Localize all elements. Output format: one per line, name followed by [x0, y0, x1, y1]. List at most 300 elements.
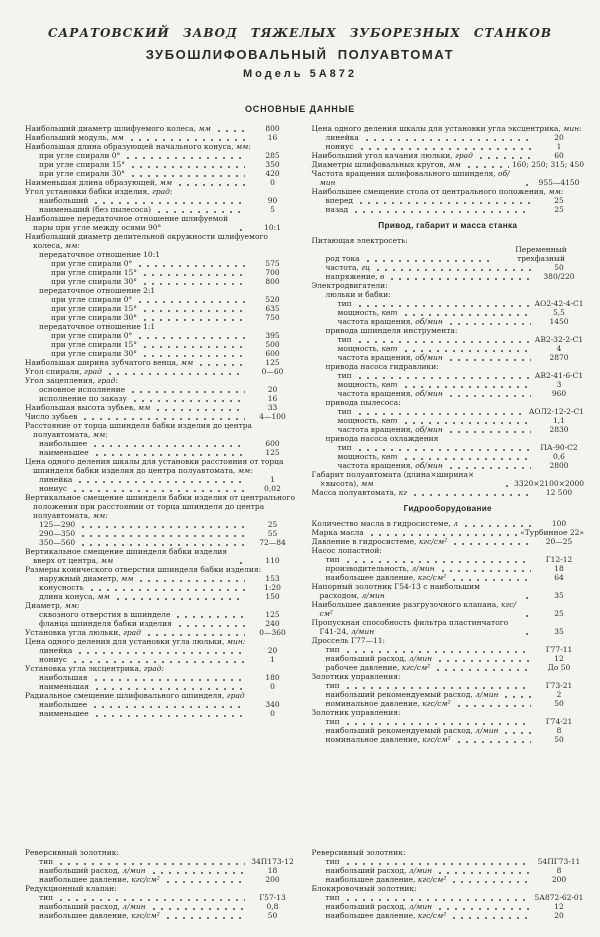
spec-label: наибольший расход, л/мин	[325, 654, 433, 663]
dot-leader	[164, 917, 245, 919]
spec-unit: мм:	[235, 466, 253, 475]
spec-label: Габарит полуавтомата (длина×ширина× ×высота), мм	[311, 470, 475, 488]
dot-leader	[154, 409, 244, 411]
spec-value: 1450	[549, 317, 569, 326]
spec-row	[312, 564, 585, 573]
spec-row	[25, 646, 298, 655]
spec-label: наибольший расход, л/мин	[39, 902, 146, 911]
spec-row	[25, 304, 298, 313]
dot-leader	[465, 166, 509, 168]
spec-value: 420	[265, 169, 280, 178]
spec-label: вперед	[325, 196, 354, 205]
spec-value: 12	[554, 654, 564, 663]
spec-row	[312, 726, 585, 735]
spec-value: 340	[265, 700, 280, 709]
spec-row	[25, 565, 298, 574]
spec-row	[312, 142, 585, 151]
spec-row	[25, 893, 298, 902]
spec-row	[25, 277, 298, 286]
spec-row	[25, 610, 298, 619]
section-heading: Привод, габарит и масса станка	[378, 221, 518, 230]
spec-value: 72—84	[259, 538, 286, 547]
spec-row	[25, 538, 298, 547]
spec-value: ПА-90-С2	[540, 443, 578, 452]
spec-row	[312, 236, 585, 245]
spec-label: люльки и бабки:	[325, 290, 391, 299]
spec-value: 50	[554, 263, 564, 272]
spec-value: 0—60	[261, 367, 284, 376]
spec-value: 64	[554, 573, 564, 582]
spec-label: привода насоса охлаждения	[325, 434, 439, 443]
spec-value: 20	[554, 133, 564, 142]
spec-row	[312, 573, 585, 582]
spec-label: тип	[325, 893, 340, 902]
spec-value: 16	[267, 133, 278, 142]
dot-leader	[436, 660, 531, 662]
dot-leader	[344, 687, 531, 689]
spec-value: 0	[270, 709, 275, 718]
spec-label: Питающая электросеть:	[311, 236, 408, 245]
spec-value: 35	[554, 591, 564, 600]
spec-row	[25, 142, 298, 151]
spec-value: Г73-21	[545, 681, 573, 690]
spec-value: 2870	[549, 353, 569, 362]
dot-leader	[447, 431, 531, 433]
spec-value: 125	[265, 610, 280, 619]
dot-leader	[344, 863, 531, 865]
spec-label: при угле спирали 0°	[51, 295, 133, 304]
spec-value: 150	[265, 592, 280, 601]
spec-value: 1	[556, 142, 562, 151]
spec-row	[25, 574, 298, 583]
spec-row	[312, 434, 585, 443]
spec-row	[25, 412, 298, 421]
spec-row	[312, 461, 585, 470]
spec-row	[25, 529, 298, 538]
spec-unit: мм	[196, 124, 211, 133]
spec-label: наименьшая	[39, 682, 89, 691]
dot-leader	[356, 449, 531, 451]
spec-row	[312, 519, 585, 528]
dot-leader	[136, 301, 244, 303]
spec-row	[312, 389, 585, 398]
spec-label: производительность, л/мин	[325, 564, 435, 573]
dot-leader	[364, 260, 495, 262]
spec-row	[25, 448, 298, 457]
spec-label: Наибольшее смещение стола от центрального положения, мм:	[311, 187, 564, 196]
dot-leader	[503, 485, 511, 487]
spec-row	[312, 290, 585, 299]
spec-value: 18	[267, 866, 278, 875]
spec-block	[25, 848, 298, 920]
spec-columns	[0, 114, 600, 924]
spec-row	[25, 628, 298, 637]
spec-label: Диаметры шлифовальных кругов, мм	[311, 160, 461, 169]
spec-row	[25, 857, 298, 866]
spec-row	[312, 884, 585, 893]
dot-leader	[129, 175, 244, 177]
dot-leader	[356, 377, 531, 379]
spec-label: Наибольшая высота зубьев, мм	[25, 403, 151, 412]
spec-value: Г74-21	[545, 717, 573, 726]
spec-label: тип	[325, 645, 340, 654]
spec-value: 350	[265, 160, 280, 169]
dot-leader	[523, 633, 531, 635]
spec-label: наибольший расход, л/мин	[325, 866, 433, 875]
dot-leader	[363, 139, 531, 141]
dot-leader	[136, 337, 244, 339]
spec-label: мощность, квт	[337, 308, 398, 317]
spec-row	[312, 911, 585, 920]
spec-value: 50	[267, 911, 278, 920]
dot-leader	[402, 350, 532, 352]
spec-label: Наибольший диаметр делительной окружности шлифуемого колеса, мм:	[25, 232, 268, 250]
spec-label: привода шпинделя инструмента:	[325, 326, 458, 335]
dot-leader	[124, 157, 244, 159]
spec-row	[25, 187, 298, 196]
spec-value: 1,1	[553, 416, 565, 425]
spec-label: наибольший расход, л/мин	[39, 866, 146, 875]
spec-value: 25	[554, 609, 564, 618]
spec-row	[312, 407, 585, 416]
spec-unit: л/мин	[406, 866, 433, 875]
dot-leader	[145, 634, 245, 636]
spec-label: нониус	[39, 484, 68, 493]
page-title: ЗУБОШЛИФОВАЛЬНЫЙ ПОЛУАВТОМАТ	[145, 47, 455, 62]
spec-value: АВ2-32-2-С1	[534, 335, 584, 344]
spec-row	[25, 385, 298, 394]
spec-label: наибольшая	[39, 673, 88, 682]
dot-leader	[502, 696, 531, 698]
spec-value: АВ2-41-6-С1	[534, 371, 584, 380]
spec-label: частота вращения, об/мин	[337, 353, 443, 362]
spec-value: АО2-42-4-С1	[534, 299, 584, 308]
dot-leader	[402, 422, 532, 424]
spec-value: 20	[554, 911, 564, 920]
spec-label: наибольшее давление, кгс/см²	[325, 573, 447, 582]
spec-row	[312, 263, 585, 272]
dot-leader	[523, 184, 531, 186]
spec-unit: мм	[108, 133, 124, 142]
spec-row	[312, 735, 585, 744]
spec-label: Блокировочный золотник:	[311, 884, 417, 893]
spec-unit: л/мин	[406, 902, 433, 911]
spec-label: фланца шпинделя бабки изделия	[39, 619, 172, 628]
dot-leader	[455, 741, 531, 743]
spec-label: Наибольший модуль, мм	[25, 133, 124, 142]
spec-label: 290—350	[39, 529, 76, 538]
dot-leader	[57, 863, 244, 865]
spec-row	[25, 151, 298, 160]
spec-label: передаточное отношение 2:1	[39, 286, 156, 295]
spec-value: 500	[265, 340, 280, 349]
spec-label: Масса полуавтомата, кг	[311, 488, 407, 497]
dot-leader	[92, 679, 245, 681]
spec-value: 4	[556, 344, 562, 353]
spec-value: 54ПГ73-11	[537, 857, 581, 866]
spec-value: 18	[554, 564, 564, 573]
spec-value: 20—25	[545, 537, 573, 546]
spec-value: 25	[267, 520, 278, 529]
spec-row	[312, 600, 585, 618]
dot-leader	[356, 341, 531, 343]
spec-unit: мм:	[62, 601, 80, 610]
spec-value: 600	[265, 349, 280, 358]
spec-unit: квт	[379, 344, 398, 353]
spec-value: 25	[554, 196, 564, 205]
spec-value: 800	[265, 124, 280, 133]
spec-unit: град	[452, 151, 473, 160]
dot-leader	[477, 157, 531, 159]
spec-row	[25, 547, 298, 565]
dot-leader	[356, 305, 531, 307]
dot-leader	[114, 598, 245, 600]
spec-unit: л/мин	[472, 726, 499, 735]
spec-value: 700	[265, 268, 280, 277]
spec-label: тип	[337, 299, 352, 308]
spec-label: 125—290	[39, 520, 76, 529]
dot-leader	[237, 229, 245, 231]
spec-label: Золотник управления:	[311, 708, 401, 717]
right-column	[312, 124, 585, 924]
spec-value: 0,02	[264, 484, 281, 493]
dot-leader	[150, 908, 245, 910]
spec-unit: кгс/см²	[416, 537, 448, 546]
dot-leader	[93, 715, 245, 717]
spec-unit: град	[224, 691, 245, 700]
spec-row	[312, 672, 585, 681]
spec-row	[312, 371, 585, 380]
dot-leader	[388, 278, 531, 280]
spec-row	[312, 717, 585, 726]
dot-leader	[436, 872, 531, 874]
spec-value: 100	[551, 519, 567, 528]
spec-row	[312, 416, 585, 425]
spec-label: Наибольшая длина образующей начального конуса, мм:	[25, 142, 251, 151]
spec-value: 2	[556, 690, 562, 699]
spec-row	[25, 520, 298, 529]
dot-leader	[164, 881, 245, 883]
spec-value: 160; 250; 315; 450	[512, 160, 584, 169]
spec-row	[312, 151, 585, 160]
spec-row	[25, 875, 298, 884]
spec-row	[312, 488, 585, 497]
section-title-main-data: ОСНОВНЫЕ ДАННЫЕ	[244, 104, 356, 114]
spec-row	[312, 205, 585, 214]
spec-row	[25, 178, 298, 187]
spec-label: линейка	[325, 133, 359, 142]
spec-row	[312, 875, 585, 884]
spec-value: 520	[265, 295, 280, 304]
spec-label: частота, гц	[325, 263, 371, 272]
spec-value: «Турбинное 22»	[520, 528, 584, 537]
spec-row	[312, 335, 585, 344]
spec-label: линейка	[39, 475, 73, 484]
spec-unit: мм	[157, 178, 173, 187]
dot-leader	[450, 917, 531, 919]
spec-label: Радиальное смещение шлифовального шпинделя, град	[25, 691, 245, 700]
spec-unit: квт	[379, 380, 398, 389]
spec-label: частота вращения, об/мин	[337, 317, 443, 326]
spec-value: 12 500	[545, 488, 573, 497]
spec-row	[25, 268, 298, 277]
spec-label: мощность, квт	[337, 380, 398, 389]
spec-unit: мм	[98, 556, 114, 565]
spec-label: Количество масла в гидросистеме, л	[311, 519, 458, 528]
spec-value: 240	[265, 619, 280, 628]
spec-row	[312, 681, 585, 690]
spec-value: 12	[554, 902, 564, 911]
spec-value: 635	[265, 304, 280, 313]
spec-label: наибольшее давление, кгс/см²	[325, 911, 447, 920]
spec-value: 10:1	[264, 223, 281, 232]
spec-label: наибольший	[39, 196, 89, 205]
spec-label: основное исполнение	[39, 385, 126, 394]
spec-value: 2830	[549, 425, 569, 434]
spec-row	[312, 537, 585, 546]
spec-row	[25, 866, 298, 875]
spec-label: Вертикальное смещение шпинделя бабки изделия от центрального положения при расстоянии от торца шпинделя до центра полуавтомата, мм:	[25, 493, 295, 520]
dot-leader	[81, 418, 244, 420]
spec-label: Наибольшая ширина зубчатого венца, мм	[25, 358, 194, 367]
dot-leader	[447, 395, 531, 397]
dot-leader	[91, 445, 244, 447]
spec-row	[25, 601, 298, 610]
dot-leader	[447, 467, 531, 469]
spec-label: тип	[325, 681, 340, 690]
spec-label: 350—560	[39, 538, 76, 547]
spec-value: 5А872-62-01	[534, 893, 584, 902]
spec-label: Золотник управления:	[311, 672, 401, 681]
spec-row	[312, 893, 585, 902]
spec-value: Г57-13	[259, 893, 286, 902]
spec-unit: об/мин	[412, 317, 443, 326]
spec-value: 575	[265, 259, 280, 268]
spec-label: наружный диаметр, мм	[39, 574, 134, 583]
spec-label: Наибольшее передаточное отношение шлифуемой пары при угле между осями 90°	[25, 214, 229, 232]
spec-label: наибольший рекомендуемый расход, л/мин	[325, 726, 499, 735]
spec-unit: кгс/см²	[419, 735, 451, 744]
spec-label: мощность, квт	[337, 344, 398, 353]
spec-unit: квт	[379, 416, 398, 425]
spec-row	[312, 380, 585, 389]
spec-row	[312, 245, 585, 263]
dot-leader	[455, 705, 531, 707]
dot-leader	[523, 615, 531, 617]
spec-row	[25, 196, 298, 205]
spec-row	[25, 439, 298, 448]
spec-row	[25, 709, 298, 718]
spec-row	[25, 682, 298, 691]
spec-unit: об/мин	[412, 425, 443, 434]
spec-unit: в	[377, 272, 385, 281]
dot-leader	[174, 616, 244, 618]
spec-unit: мин:	[560, 124, 582, 133]
spec-label: тип	[337, 335, 352, 344]
spec-block	[312, 221, 585, 497]
spec-row	[25, 902, 298, 911]
spec-value: 180	[265, 673, 280, 682]
dot-leader	[136, 265, 244, 267]
spec-value: 8	[556, 866, 562, 875]
spec-label: Угол установки бабки изделия, град:	[25, 187, 173, 196]
spec-value: 33	[267, 403, 278, 412]
spec-value: 750	[265, 313, 280, 322]
spec-row	[25, 673, 298, 682]
spec-row	[312, 133, 585, 142]
spec-row	[312, 160, 585, 169]
spec-unit: мм	[135, 403, 151, 412]
dot-leader	[141, 310, 244, 312]
dot-leader	[141, 274, 244, 276]
spec-unit: кгс/см²	[415, 573, 447, 582]
spec-unit: мин:	[224, 637, 246, 646]
spec-row	[312, 326, 585, 335]
dot-leader	[356, 413, 526, 415]
dot-leader	[176, 625, 245, 627]
spec-row	[25, 160, 298, 169]
dot-leader	[57, 899, 244, 901]
spec-unit: кгс/см²	[415, 911, 447, 920]
spec-row	[25, 205, 298, 214]
dot-leader	[368, 534, 517, 536]
dot-leader	[131, 400, 245, 402]
spec-row	[312, 362, 585, 371]
spec-unit: л/мин	[119, 902, 146, 911]
spec-unit: л/мин	[406, 654, 433, 663]
spec-label: привода пылесоса:	[325, 398, 401, 407]
spec-value: 0	[270, 178, 275, 187]
spec-unit: гц	[358, 263, 371, 272]
dot-leader	[450, 881, 531, 883]
dot-leader	[447, 359, 531, 361]
spec-row	[312, 272, 585, 281]
spec-label: Цена одного деления для установки угла люльки, мин:	[25, 637, 246, 646]
spec-value: 0,6	[553, 452, 565, 461]
spec-row	[25, 421, 298, 439]
dot-leader	[71, 661, 244, 663]
spec-label: Электродвигатели:	[311, 281, 388, 290]
spec-row	[25, 637, 298, 646]
spec-label: Насос лопастной:	[311, 546, 382, 555]
spec-value: 200	[551, 875, 567, 884]
spec-row	[312, 281, 585, 290]
spec-row	[312, 425, 585, 434]
dot-leader	[141, 283, 244, 285]
spec-label: Цена одного деления шкалы для установки угла эксцентрика, мин:	[311, 124, 582, 133]
spec-label: наибольшее	[39, 700, 88, 709]
spec-value: 25	[554, 205, 564, 214]
dot-leader	[411, 494, 531, 496]
spec-unit: кг	[396, 488, 407, 497]
spec-row	[25, 340, 298, 349]
spec-label: частота вращения, об/мин	[337, 461, 443, 470]
spec-unit: кгс/см²	[415, 875, 447, 884]
dot-leader	[141, 319, 244, 321]
spec-label: номинальное давление, кгс/см²	[325, 699, 451, 708]
spec-label: Реверсивный золотник:	[311, 848, 406, 857]
spec-value: 285	[265, 151, 280, 160]
spec-row	[25, 457, 298, 475]
spec-row	[25, 331, 298, 340]
spec-row	[312, 708, 585, 717]
spec-label: привода насоса гидравлики:	[325, 362, 439, 371]
dot-leader	[92, 202, 244, 204]
spec-row	[25, 394, 298, 403]
spec-row	[25, 619, 298, 628]
model-line: Модель 5А872	[242, 68, 358, 80]
spec-label: длина конуса, мм	[39, 592, 110, 601]
